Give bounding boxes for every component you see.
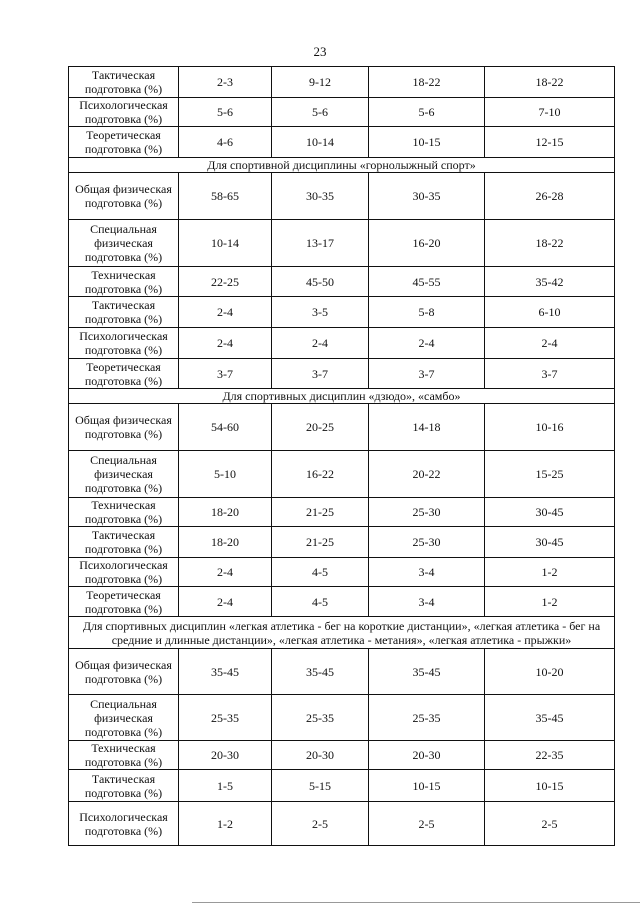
value-cell: 12-15	[485, 127, 615, 158]
value-cell: 25-30	[369, 498, 485, 527]
value-cell: 30-45	[485, 527, 615, 558]
row-label: Тактическая подготовка (%)	[69, 527, 179, 558]
value-cell: 1-2	[485, 558, 615, 587]
value-cell: 9-12	[272, 67, 369, 98]
value-cell: 45-55	[369, 267, 485, 297]
row-label: Общая физическая подготовка (%)	[69, 404, 179, 451]
value-cell: 4-5	[272, 587, 369, 617]
value-cell: 21-25	[272, 498, 369, 527]
section-header: Для спортивных дисциплин «легкая атлетика - бег на короткие дистанции», «легкая атлетика - бег на средние и длинные дистанции», «легкая атлетика - метания», «легкая атлетика - прыжки»	[69, 617, 615, 649]
value-cell: 2-4	[369, 328, 485, 359]
value-cell: 4-5	[272, 558, 369, 587]
value-cell: 2-4	[485, 328, 615, 359]
value-cell: 1-2	[179, 802, 272, 846]
value-cell: 25-35	[369, 695, 485, 741]
value-cell: 16-22	[272, 451, 369, 498]
value-cell: 3-7	[179, 359, 272, 389]
row-label: Психологическая подготовка (%)	[69, 328, 179, 359]
value-cell: 5-6	[272, 98, 369, 127]
value-cell: 35-42	[485, 267, 615, 297]
value-cell: 1-5	[179, 770, 272, 802]
value-cell: 2-3	[179, 67, 272, 98]
section-header-row	[69, 158, 615, 173]
value-cell: 25-30	[369, 527, 485, 558]
value-cell: 4-6	[179, 127, 272, 158]
value-cell: 18-20	[179, 498, 272, 527]
page-bottom-rule	[192, 902, 640, 903]
table-row	[69, 328, 615, 359]
value-cell: 2-5	[369, 802, 485, 846]
value-cell: 22-25	[179, 267, 272, 297]
row-label: Психологическая подготовка (%)	[69, 98, 179, 127]
value-cell: 20-25	[272, 404, 369, 451]
row-label: Теоретическая подготовка (%)	[69, 127, 179, 158]
value-cell: 16-20	[369, 220, 485, 267]
row-label: Психологическая подготовка (%)	[69, 802, 179, 846]
value-cell: 1-2	[485, 587, 615, 617]
section-header-row	[69, 389, 615, 404]
table-row	[69, 498, 615, 527]
value-cell: 18-20	[179, 527, 272, 558]
value-cell: 7-10	[485, 98, 615, 127]
value-cell: 13-17	[272, 220, 369, 267]
row-label: Общая физическая подготовка (%)	[69, 649, 179, 695]
table-row	[69, 267, 615, 297]
value-cell: 14-18	[369, 404, 485, 451]
value-cell: 35-45	[485, 695, 615, 741]
value-cell: 5-8	[369, 297, 485, 328]
value-cell: 3-7	[272, 359, 369, 389]
value-cell: 3-7	[369, 359, 485, 389]
value-cell: 10-14	[272, 127, 369, 158]
value-cell: 58-65	[179, 173, 272, 220]
value-cell: 30-35	[272, 173, 369, 220]
value-cell: 45-50	[272, 267, 369, 297]
value-cell: 2-4	[179, 558, 272, 587]
row-label: Техническая подготовка (%)	[69, 498, 179, 527]
row-label: Тактическая подготовка (%)	[69, 297, 179, 328]
value-cell: 3-4	[369, 587, 485, 617]
table-row	[69, 127, 615, 158]
row-label: Тактическая подготовка (%)	[69, 770, 179, 802]
value-cell: 2-4	[179, 328, 272, 359]
value-cell: 26-28	[485, 173, 615, 220]
value-cell: 2-5	[272, 802, 369, 846]
value-cell: 30-35	[369, 173, 485, 220]
section-header-row	[69, 617, 615, 649]
value-cell: 18-22	[485, 67, 615, 98]
value-cell: 35-45	[179, 649, 272, 695]
table-row	[69, 741, 615, 770]
value-cell: 2-5	[485, 802, 615, 846]
table-row	[69, 770, 615, 802]
row-label: Психологическая подготовка (%)	[69, 558, 179, 587]
table-row	[69, 802, 615, 846]
table-body	[69, 67, 615, 846]
value-cell: 10-15	[369, 127, 485, 158]
value-cell: 15-25	[485, 451, 615, 498]
value-cell: 5-6	[369, 98, 485, 127]
value-cell: 21-25	[272, 527, 369, 558]
table-row	[69, 297, 615, 328]
value-cell: 2-4	[272, 328, 369, 359]
training-norms-table	[68, 66, 615, 846]
value-cell: 3-7	[485, 359, 615, 389]
table-row	[69, 649, 615, 695]
value-cell: 10-15	[485, 770, 615, 802]
value-cell: 18-22	[369, 67, 485, 98]
row-label: Теоретическая подготовка (%)	[69, 587, 179, 617]
value-cell: 20-30	[369, 741, 485, 770]
value-cell: 18-22	[485, 220, 615, 267]
table-row	[69, 359, 615, 389]
row-label: Теоретическая подготовка (%)	[69, 359, 179, 389]
value-cell: 20-30	[272, 741, 369, 770]
table-row	[69, 404, 615, 451]
value-cell: 30-45	[485, 498, 615, 527]
table-row	[69, 527, 615, 558]
value-cell: 25-35	[272, 695, 369, 741]
table-row	[69, 558, 615, 587]
section-header: Для спортивной дисциплины «горнолыжный спорт»	[69, 158, 615, 173]
value-cell: 35-45	[369, 649, 485, 695]
value-cell: 6-10	[485, 297, 615, 328]
row-label: Специальная физическая подготовка (%)	[69, 220, 179, 267]
value-cell: 10-14	[179, 220, 272, 267]
section-header: Для спортивных дисциплин «дзюдо», «самбо»	[69, 389, 615, 404]
table-row	[69, 173, 615, 220]
row-label: Специальная физическая подготовка (%)	[69, 451, 179, 498]
value-cell: 3-5	[272, 297, 369, 328]
table-row	[69, 451, 615, 498]
page-number: 23	[313, 44, 327, 59]
table-row	[69, 98, 615, 127]
value-cell: 2-4	[179, 297, 272, 328]
value-cell: 3-4	[369, 558, 485, 587]
value-cell: 5-15	[272, 770, 369, 802]
value-cell: 35-45	[272, 649, 369, 695]
value-cell: 2-4	[179, 587, 272, 617]
value-cell: 20-22	[369, 451, 485, 498]
value-cell: 22-35	[485, 741, 615, 770]
table-row	[69, 695, 615, 741]
table-row	[69, 67, 615, 98]
row-label: Специальная физическая подготовка (%)	[69, 695, 179, 741]
value-cell: 20-30	[179, 741, 272, 770]
value-cell: 25-35	[179, 695, 272, 741]
value-cell: 5-10	[179, 451, 272, 498]
value-cell: 5-6	[179, 98, 272, 127]
value-cell: 54-60	[179, 404, 272, 451]
table-row	[69, 587, 615, 617]
row-label: Техническая подготовка (%)	[69, 741, 179, 770]
row-label: Общая физическая подготовка (%)	[69, 173, 179, 220]
row-label: Техническая подготовка (%)	[69, 267, 179, 297]
row-label: Тактическая подготовка (%)	[69, 67, 179, 98]
value-cell: 10-20	[485, 649, 615, 695]
value-cell: 10-16	[485, 404, 615, 451]
table-row	[69, 220, 615, 267]
value-cell: 10-15	[369, 770, 485, 802]
